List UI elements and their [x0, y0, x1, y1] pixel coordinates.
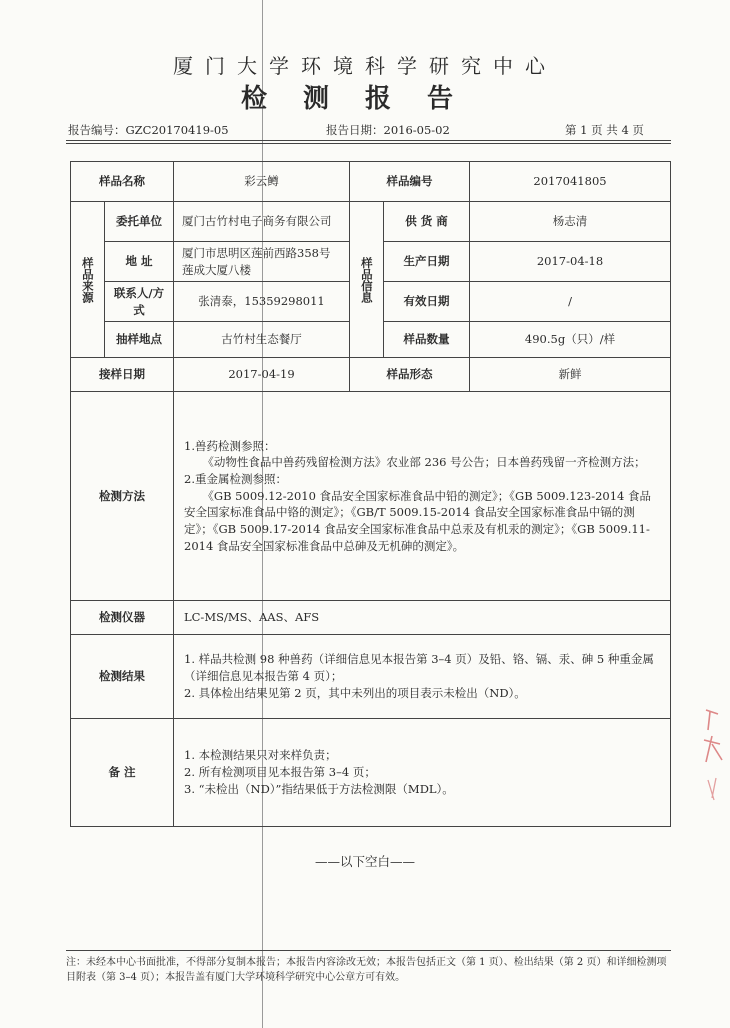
client-value: 厦门古竹村电子商务有限公司 [174, 202, 350, 242]
recv-date-label: 接样日期 [71, 358, 174, 392]
form-value: 新鲜 [470, 358, 671, 392]
remark-line-1: 1. 本检测结果只对来样负责； [184, 748, 337, 763]
expiry-label: 有效日期 [384, 282, 470, 322]
report-table [70, 161, 671, 827]
method-line-4: 《GB 5009.12-2010 食品安全国家标准食品中铅的测定》；《GB 5009.123-2014 食品安全国家标准食品中铬的测定》；《GB/T 5009.15-2014 食品安全国家标准食品中镉的测定》；《GB 5009.17-2014 食品安全国家标准食品中总汞及有机汞的测定》；《GB 5009.11-2014 食品安全国家标准食品中总砷及无机砷的测定》。 [184, 488, 652, 553]
method-line-3: 2.重金属检测参照： [184, 471, 287, 486]
report-date: 报告日期：2016-05-02 [326, 123, 450, 137]
site-label: 抽样地点 [105, 322, 174, 358]
method-line-1: 1.兽药检测参照： [184, 438, 276, 453]
form-label: 样品形态 [350, 358, 470, 392]
sample-source-group-text: 样品来源 [80, 256, 95, 303]
supplier-value: 杨志清 [470, 202, 671, 242]
report-title: 检测报告 [240, 84, 489, 114]
below-blank-marker: ——以下空白—— [314, 854, 415, 869]
sample-no: 2017041805 [470, 162, 671, 202]
site-value: 古竹村生态餐厅 [174, 322, 350, 358]
address-value: 厦门市思明区莲前西路358号莲成大厦八楼 [174, 242, 350, 282]
margin-stamp-fragment [700, 700, 726, 820]
method-content [174, 392, 671, 601]
remark-line-2: 2. 所有检测项目见本报告第 3–4 页； [184, 765, 376, 780]
sample-name: 彩云鳟 [174, 162, 350, 202]
result-content [174, 635, 671, 719]
result-line-1: 1. 样品共检测 98 种兽药（详细信息见本报告第 3–4 页）及铅、铬、镉、汞、砷 5 种重金属（详细信息见本报告第 4 页）； [184, 652, 654, 684]
client-label: 委托单位 [105, 202, 174, 242]
footnote-rule [66, 950, 671, 951]
sample-no-label: 样品编号 [350, 162, 470, 202]
address-label: 地 址 [105, 242, 174, 282]
expiry-value: / [470, 282, 671, 322]
sample-name-label: 样品名称 [71, 162, 174, 202]
prod-date-value: 2017-04-18 [470, 242, 671, 282]
remark-content [174, 719, 671, 827]
supplier-label: 供 货 商 [384, 202, 470, 242]
result-label: 检测结果 [71, 635, 174, 719]
instrument-label: 检测仪器 [71, 601, 174, 635]
contact-label: 联系人/方式 [105, 282, 174, 322]
institute-name: 厦门大学环境科学研究中心 [173, 54, 557, 78]
remark-line-3: 3. “未检出（ND）”指结果低于方法检测限（MDL）。 [184, 781, 454, 796]
qty-label: 样品数量 [384, 322, 470, 358]
remark-label: 备 注 [71, 719, 174, 827]
method-label: 检测方法 [71, 392, 174, 601]
qty-value: 490.5g（只）/样 [470, 322, 671, 358]
recv-date-value: 2017-04-19 [174, 358, 350, 392]
header-rule-2 [66, 143, 671, 144]
instrument-value: LC-MS/MS、AAS、AFS [174, 601, 671, 635]
contact-value: 张清泰，15359298011 [174, 282, 350, 322]
sample-info-group-text: 样品信息 [359, 256, 374, 303]
sample-source-group [71, 202, 105, 358]
header-rule [66, 140, 671, 141]
sample-info-group [350, 202, 384, 358]
footnote: 注：未经本中心书面批准，不得部分复制本报告；本报告内容涂改无效；本报告包括正文（第 1 页）、检出结果（第 2 页）和详细检测项目附表（第 3–4 页）；本报告盖有厦门大学环境科学研究中心公章方可有效。 [66, 957, 667, 983]
result-line-2: 2. 具体检出结果见第 2 页，其中未列出的项目表示未检出（ND）。 [184, 685, 526, 700]
method-line-2: 《动物性食品中兽药残留检测方法》农业部 236 号公告；日本兽药残留一齐检测方法； [202, 455, 646, 470]
prod-date-label: 生产日期 [384, 242, 470, 282]
page-number: 第 1 页 共 4 页 [565, 123, 644, 137]
report-number: 报告编号：GZC20170419-05 [68, 123, 229, 137]
